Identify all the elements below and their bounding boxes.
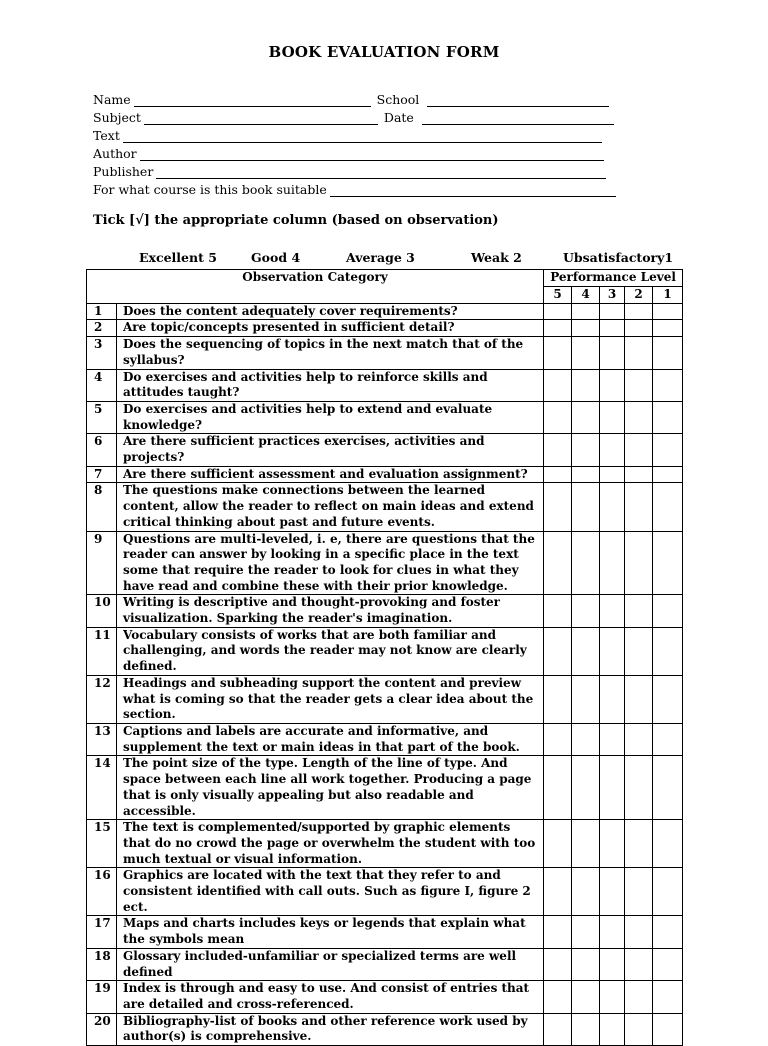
school-label: School (376, 92, 420, 107)
table-row (87, 675, 683, 723)
tick-cell-level-1[interactable] (653, 916, 683, 948)
tick-cell-level-3[interactable] (600, 948, 625, 980)
observation-text: Do exercises and activities help to reinforce skills and attitudes taught? (117, 369, 544, 401)
performance-level-header: Performance Level (544, 270, 683, 287)
subject-date-row (93, 107, 614, 125)
tick-cell-level-5[interactable] (544, 337, 572, 369)
level-1-header: 1 (653, 287, 683, 304)
observation-text: Do exercises and activities help to extend and evaluate knowledge? (117, 401, 544, 433)
tick-cell-level-4[interactable] (572, 369, 600, 401)
tick-cell-level-4[interactable] (572, 723, 600, 755)
observation-text: Does the content adequately cover requirements? (117, 303, 544, 320)
tick-cell-level-4[interactable] (572, 948, 600, 980)
tick-cell-level-2[interactable] (625, 303, 653, 320)
tick-cell-level-2[interactable] (625, 868, 653, 916)
table-row (87, 723, 683, 755)
text-label: Text (93, 128, 120, 143)
name-label: Name (93, 92, 131, 107)
tick-cell-level-1[interactable] (653, 434, 683, 466)
tick-cell-level-1[interactable] (653, 401, 683, 433)
tick-cell-level-3[interactable] (600, 531, 625, 595)
observation-text: Does the sequencing of topics in the next match that of the syllabus? (117, 337, 544, 369)
tick-cell-level-3[interactable] (600, 756, 625, 820)
tick-cell-level-3[interactable] (600, 627, 625, 675)
row-number: 8 (87, 483, 117, 531)
table-row (87, 916, 683, 948)
table-row (87, 948, 683, 980)
observation-text: The questions make connections between the learned content, allow the reader to reflect on main ideas and extend critical thinking about past and future events. (117, 483, 544, 531)
tick-cell-level-3[interactable] (600, 820, 625, 868)
row-number: 6 (87, 434, 117, 466)
date-label: Date (383, 110, 414, 125)
table-row (87, 531, 683, 595)
tick-cell-level-4[interactable] (572, 434, 600, 466)
tick-cell-level-4[interactable] (572, 401, 600, 433)
form-title: BOOK EVALUATION FORM (268, 43, 500, 61)
tick-cell-level-4[interactable] (572, 627, 600, 675)
course-label: For what course is this book suitable (93, 182, 327, 197)
evaluation-table (86, 269, 683, 1046)
tick-cell-level-1[interactable] (653, 337, 683, 369)
level-2-header: 2 (625, 287, 653, 304)
tick-cell-level-5[interactable] (544, 531, 572, 595)
table-row (87, 434, 683, 466)
tick-cell-level-5[interactable] (544, 675, 572, 723)
tick-cell-level-1[interactable] (653, 531, 683, 595)
table-row (87, 756, 683, 820)
tick-cell-level-5[interactable] (544, 401, 572, 433)
tick-cell-level-4[interactable] (572, 531, 600, 595)
row-number: 19 (87, 981, 117, 1013)
legend-excellent: Excellent 5 (139, 250, 217, 265)
author-row (93, 143, 604, 161)
tick-cell-level-3[interactable] (600, 595, 625, 627)
tick-cell-level-2[interactable] (625, 981, 653, 1013)
tick-cell-level-2[interactable] (625, 948, 653, 980)
observation-text: Are there sufficient assessment and evaluation assignment? (117, 466, 544, 483)
tick-cell-level-1[interactable] (653, 820, 683, 868)
row-number: 14 (87, 756, 117, 820)
row-number: 1 (87, 303, 117, 320)
author-field[interactable] (140, 147, 604, 161)
tick-cell-level-5[interactable] (544, 627, 572, 675)
table-header-row (87, 270, 683, 287)
observation-text: Glossary included-unfamiliar or specialized terms are well defined (117, 948, 544, 980)
tick-cell-level-3[interactable] (600, 369, 625, 401)
tick-cell-level-2[interactable] (625, 820, 653, 868)
table-row (87, 401, 683, 433)
tick-cell-level-2[interactable] (625, 1013, 653, 1045)
tick-cell-level-2[interactable] (625, 675, 653, 723)
tick-cell-level-5[interactable] (544, 948, 572, 980)
tick-cell-level-1[interactable] (653, 369, 683, 401)
tick-cell-level-5[interactable] (544, 434, 572, 466)
row-number: 12 (87, 675, 117, 723)
row-number: 9 (87, 531, 117, 595)
tick-cell-level-5[interactable] (544, 483, 572, 531)
tick-cell-level-2[interactable] (625, 320, 653, 337)
tick-cell-level-1[interactable] (653, 948, 683, 980)
tick-cell-level-5[interactable] (544, 303, 572, 320)
tick-cell-level-2[interactable] (625, 401, 653, 433)
course-row (93, 179, 616, 197)
tick-cell-level-1[interactable] (653, 303, 683, 320)
legend-good: Good 4 (251, 250, 301, 265)
instruction-text: Tick [√] the appropriate column (based on observation) (93, 213, 499, 228)
tick-cell-level-1[interactable] (653, 756, 683, 820)
tick-cell-level-5[interactable] (544, 756, 572, 820)
observation-text: Headings and subheading support the content and preview what is coming so that the reader gets a clear idea about the section. (117, 675, 544, 723)
row-number: 18 (87, 948, 117, 980)
tick-cell-level-1[interactable] (653, 320, 683, 337)
observation-text: The text is complemented/supported by graphic elements that do no crowd the page or overwhelm the student with too much textual or visual information. (117, 820, 544, 868)
observation-text: Questions are multi-leveled, i. e, there are questions that the reader can answer by looking in a specific place in the text some that require the reader to look for clues in what they have read and combine these with their prior knowledge. (117, 531, 544, 595)
tick-cell-level-3[interactable] (600, 337, 625, 369)
observation-text: Maps and charts includes keys or legends that explain what the symbols mean (117, 916, 544, 948)
observation-text: Vocabulary consists of works that are both familiar and challenging, and words the reader may not know are clearly defined. (117, 627, 544, 675)
tick-cell-level-2[interactable] (625, 337, 653, 369)
tick-cell-level-5[interactable] (544, 466, 572, 483)
tick-cell-level-5[interactable] (544, 981, 572, 1013)
tick-cell-level-1[interactable] (653, 723, 683, 755)
course-field[interactable] (330, 183, 616, 197)
tick-cell-level-5[interactable] (544, 369, 572, 401)
table-row (87, 868, 683, 916)
observation-category-header: Observation Category (87, 270, 544, 304)
table-row (87, 483, 683, 531)
tick-cell-level-3[interactable] (600, 723, 625, 755)
tick-cell-level-3[interactable] (600, 466, 625, 483)
table-row (87, 369, 683, 401)
tick-cell-level-4[interactable] (572, 981, 600, 1013)
tick-cell-level-5[interactable] (544, 916, 572, 948)
observation-text: Index is through and easy to use. And consist of entries that are detailed and cross-referenced. (117, 981, 544, 1013)
publisher-label: Publisher (93, 164, 154, 179)
level-3-header: 3 (600, 287, 625, 304)
legend-weak: Weak 2 (471, 250, 522, 265)
tick-cell-level-5[interactable] (544, 320, 572, 337)
name-school-row (93, 89, 609, 107)
level-4-header: 4 (572, 287, 600, 304)
text-row (93, 125, 602, 143)
tick-cell-level-2[interactable] (625, 434, 653, 466)
row-number: 7 (87, 466, 117, 483)
row-number: 13 (87, 723, 117, 755)
row-number: 17 (87, 916, 117, 948)
table-row (87, 981, 683, 1013)
school-field[interactable] (427, 93, 609, 107)
tick-cell-level-1[interactable] (653, 1013, 683, 1045)
tick-cell-level-3[interactable] (600, 434, 625, 466)
row-number: 11 (87, 627, 117, 675)
tick-cell-level-4[interactable] (572, 303, 600, 320)
tick-cell-level-3[interactable] (600, 868, 625, 916)
observation-text: Graphics are located with the text that they refer to and consistent identified with call outs. Such as figure I, figure 2 ect. (117, 868, 544, 916)
tick-cell-level-1[interactable] (653, 595, 683, 627)
tick-cell-level-5[interactable] (544, 723, 572, 755)
observation-text: Are there sufficient practices exercises, activities and projects? (117, 434, 544, 466)
tick-cell-level-2[interactable] (625, 369, 653, 401)
publisher-row (93, 161, 606, 179)
row-number: 4 (87, 369, 117, 401)
tick-cell-level-3[interactable] (600, 303, 625, 320)
table-row (87, 303, 683, 320)
tick-cell-level-3[interactable] (600, 1013, 625, 1045)
tick-cell-level-2[interactable] (625, 627, 653, 675)
tick-cell-level-5[interactable] (544, 868, 572, 916)
tick-cell-level-2[interactable] (625, 756, 653, 820)
observation-text: Bibliography-list of books and other reference work used by author(s) is comprehensive. (117, 1013, 544, 1045)
date-field[interactable] (422, 111, 614, 125)
tick-cell-level-2[interactable] (625, 531, 653, 595)
table-row (87, 320, 683, 337)
subject-field[interactable] (144, 111, 378, 125)
tick-cell-level-4[interactable] (572, 483, 600, 531)
author-label: Author (93, 146, 137, 161)
row-number: 2 (87, 320, 117, 337)
tick-cell-level-3[interactable] (600, 981, 625, 1013)
tick-cell-level-2[interactable] (625, 916, 653, 948)
row-number: 15 (87, 820, 117, 868)
legend-unsatisfactory: Ubsatisfactory1 (563, 250, 674, 265)
tick-cell-level-5[interactable] (544, 1013, 572, 1045)
tick-cell-level-1[interactable] (653, 675, 683, 723)
tick-cell-level-3[interactable] (600, 483, 625, 531)
observation-text: Captions and labels are accurate and informative, and supplement the text or main ideas in that part of the book. (117, 723, 544, 755)
observation-text: The point size of the type. Length of the line of type. And space between each line all work together. Producing a page that is only visually appealing but also readable and accessible. (117, 756, 544, 820)
table-row (87, 337, 683, 369)
legend-average: Average 3 (346, 250, 415, 265)
tick-cell-level-4[interactable] (572, 756, 600, 820)
tick-cell-level-4[interactable] (572, 320, 600, 337)
table-row (87, 466, 683, 483)
level-5-header: 5 (544, 287, 572, 304)
table-row (87, 595, 683, 627)
subject-label: Subject (93, 110, 141, 125)
tick-cell-level-4[interactable] (572, 820, 600, 868)
tick-cell-level-4[interactable] (572, 337, 600, 369)
tick-cell-level-3[interactable] (600, 320, 625, 337)
tick-cell-level-1[interactable] (653, 627, 683, 675)
tick-cell-level-1[interactable] (653, 466, 683, 483)
row-number: 20 (87, 1013, 117, 1045)
tick-cell-level-3[interactable] (600, 401, 625, 433)
observation-text: Writing is descriptive and thought-provoking and foster visualization. Sparking the reader's imagination. (117, 595, 544, 627)
row-number: 3 (87, 337, 117, 369)
table-row (87, 627, 683, 675)
table-row (87, 1013, 683, 1045)
tick-cell-level-4[interactable] (572, 675, 600, 723)
tick-cell-level-2[interactable] (625, 483, 653, 531)
tick-cell-level-3[interactable] (600, 916, 625, 948)
tick-cell-level-4[interactable] (572, 466, 600, 483)
name-field[interactable] (134, 93, 371, 107)
row-number: 5 (87, 401, 117, 433)
tick-cell-level-4[interactable] (572, 916, 600, 948)
tick-cell-level-4[interactable] (572, 1013, 600, 1045)
row-number: 10 (87, 595, 117, 627)
table-row (87, 820, 683, 868)
tick-cell-level-4[interactable] (572, 595, 600, 627)
tick-cell-level-2[interactable] (625, 723, 653, 755)
text-field[interactable] (123, 129, 602, 143)
row-number: 16 (87, 868, 117, 916)
tick-cell-level-5[interactable] (544, 820, 572, 868)
tick-cell-level-5[interactable] (544, 595, 572, 627)
tick-cell-level-1[interactable] (653, 483, 683, 531)
tick-cell-level-3[interactable] (600, 675, 625, 723)
publisher-field[interactable] (156, 165, 606, 179)
tick-cell-level-1[interactable] (653, 868, 683, 916)
tick-cell-level-1[interactable] (653, 981, 683, 1013)
tick-cell-level-2[interactable] (625, 595, 653, 627)
observation-text: Are topic/concepts presented in sufficient detail? (117, 320, 544, 337)
tick-cell-level-2[interactable] (625, 466, 653, 483)
tick-cell-level-4[interactable] (572, 868, 600, 916)
